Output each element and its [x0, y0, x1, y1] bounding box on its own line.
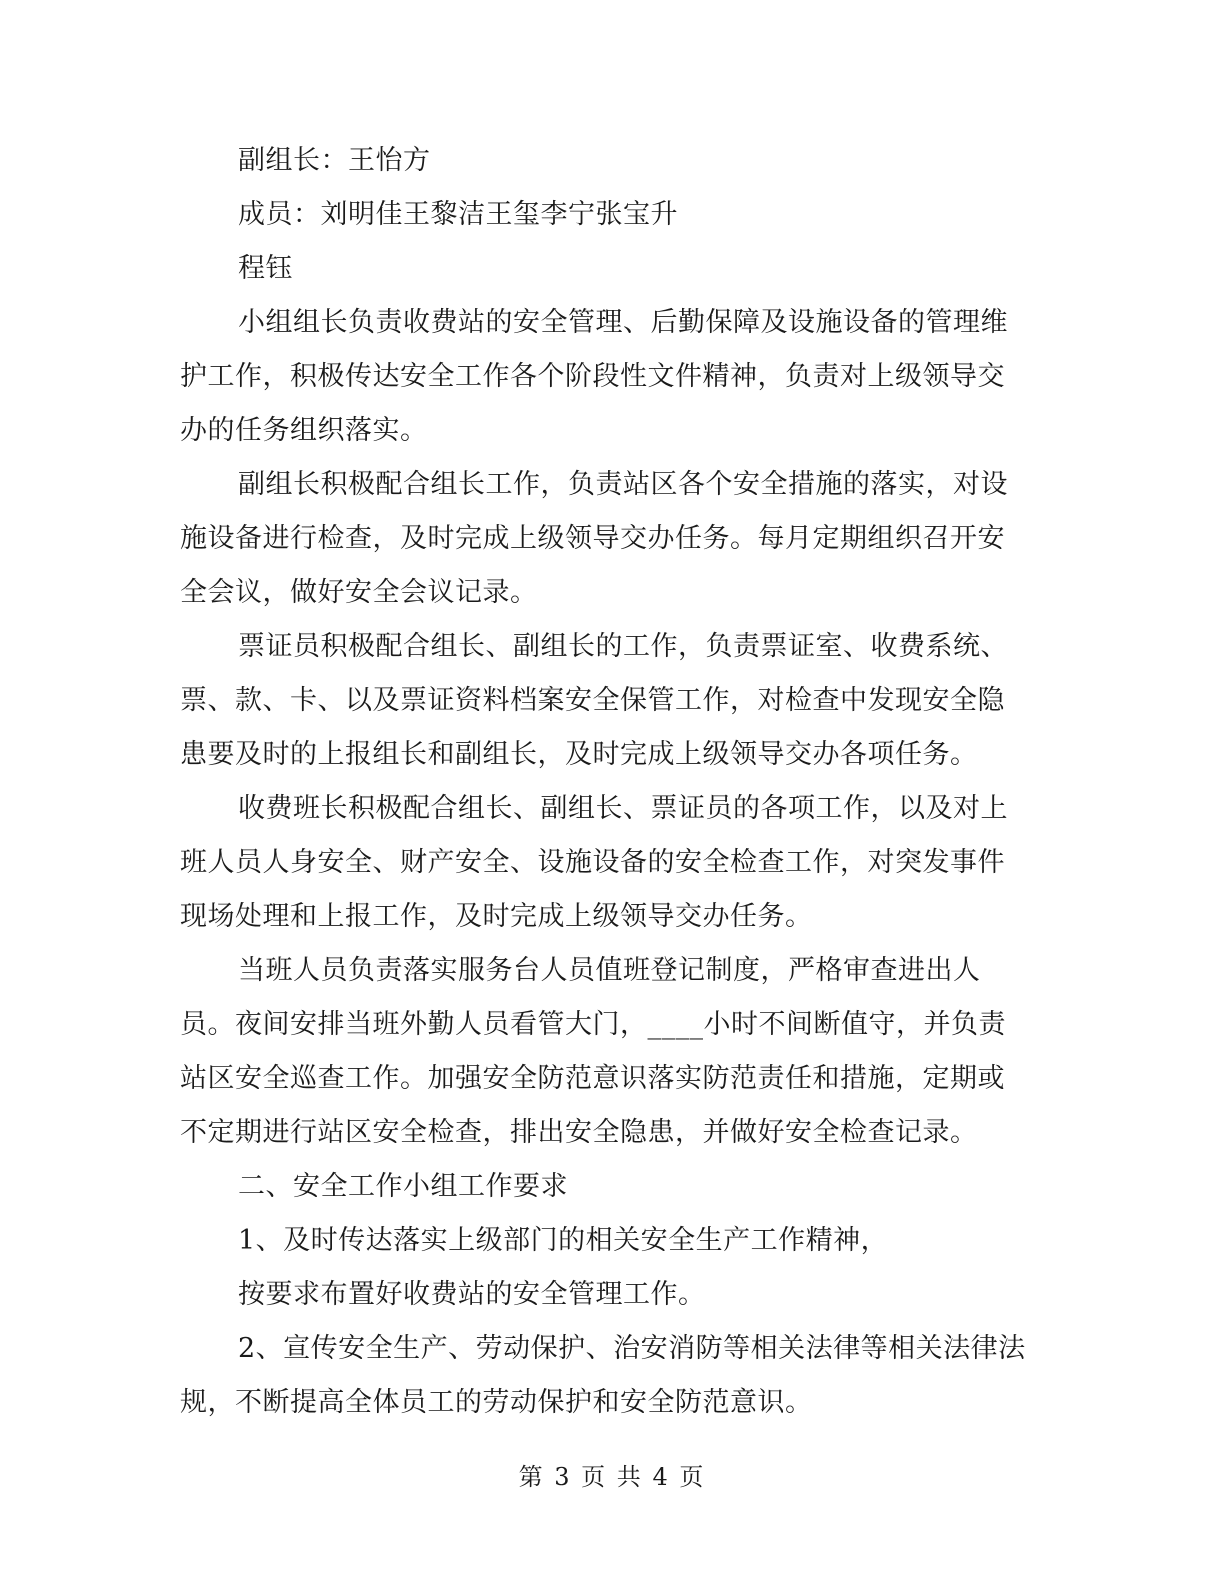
- text-line: 成员：刘明佳王黎洁王玺李宁张宝升: [238, 199, 678, 230]
- text-line: 员。夜间安排当班外勤人员看管大门，____小时不间断值守，并负责: [180, 1009, 1006, 1040]
- text-line: 票、款、卡、以及票证资料档案安全保管工作，对检查中发现安全隐: [180, 685, 1005, 716]
- text-line: 2、宣传安全生产、劳动保护、治安消防等相关法律等相关法律法: [238, 1333, 1026, 1364]
- text-line: 办的任务组织落实。: [180, 415, 428, 446]
- text-line: 程钰: [238, 253, 293, 284]
- page-number: 第 3 页 共 4 页: [518, 1463, 706, 1491]
- document-body: [180, 134, 1040, 1430]
- text-line: 患要及时的上报组长和副组长，及时完成上级领导交办各项任务。: [180, 739, 978, 770]
- text-line: 票证员积极配合组长、副组长的工作，负责票证室、收费系统、: [238, 631, 1008, 662]
- text-line: 站区安全巡查工作。加强安全防范意识落实防范责任和措施，定期或: [180, 1063, 1005, 1094]
- text-line: 规，不断提高全体员工的劳动保护和安全防范意识。: [180, 1387, 813, 1418]
- text-line: 副组长：王怡方: [238, 145, 431, 176]
- text-line: 护工作，积极传达安全工作各个阶段性文件精神，负责对上级领导交: [180, 361, 1005, 392]
- text-line: 当班人员负责落实服务台人员值班登记制度，严格审查进出人: [238, 955, 981, 986]
- text-line: 施设备进行检查，及时完成上级领导交办任务。每月定期组织召开安: [180, 523, 1005, 554]
- text-line: 按要求布置好收费站的安全管理工作。: [238, 1279, 706, 1310]
- text-line: 小组组长负责收费站的安全管理、后勤保障及设施设备的管理维: [238, 307, 1008, 338]
- section-heading: 二、安全工作小组工作要求: [238, 1171, 568, 1202]
- text-line: 班人员人身安全、财产安全、设施设备的安全检查工作，对突发事件: [180, 847, 1005, 878]
- text-line: 收费班长积极配合组长、副组长、票证员的各项工作，以及对上: [238, 793, 1008, 824]
- text-line: 1、及时传达落实上级部门的相关安全生产工作精神，: [238, 1225, 889, 1256]
- text-line: 不定期进行站区安全检查，排出安全隐患，并做好安全检查记录。: [180, 1117, 978, 1148]
- text-line: 副组长积极配合组长工作，负责站区各个安全措施的落实，对设: [238, 469, 1008, 500]
- text-line: 全会议，做好安全会议记录。: [180, 577, 538, 608]
- text-line: 现场处理和上报工作，及时完成上级领导交办任务。: [180, 901, 813, 932]
